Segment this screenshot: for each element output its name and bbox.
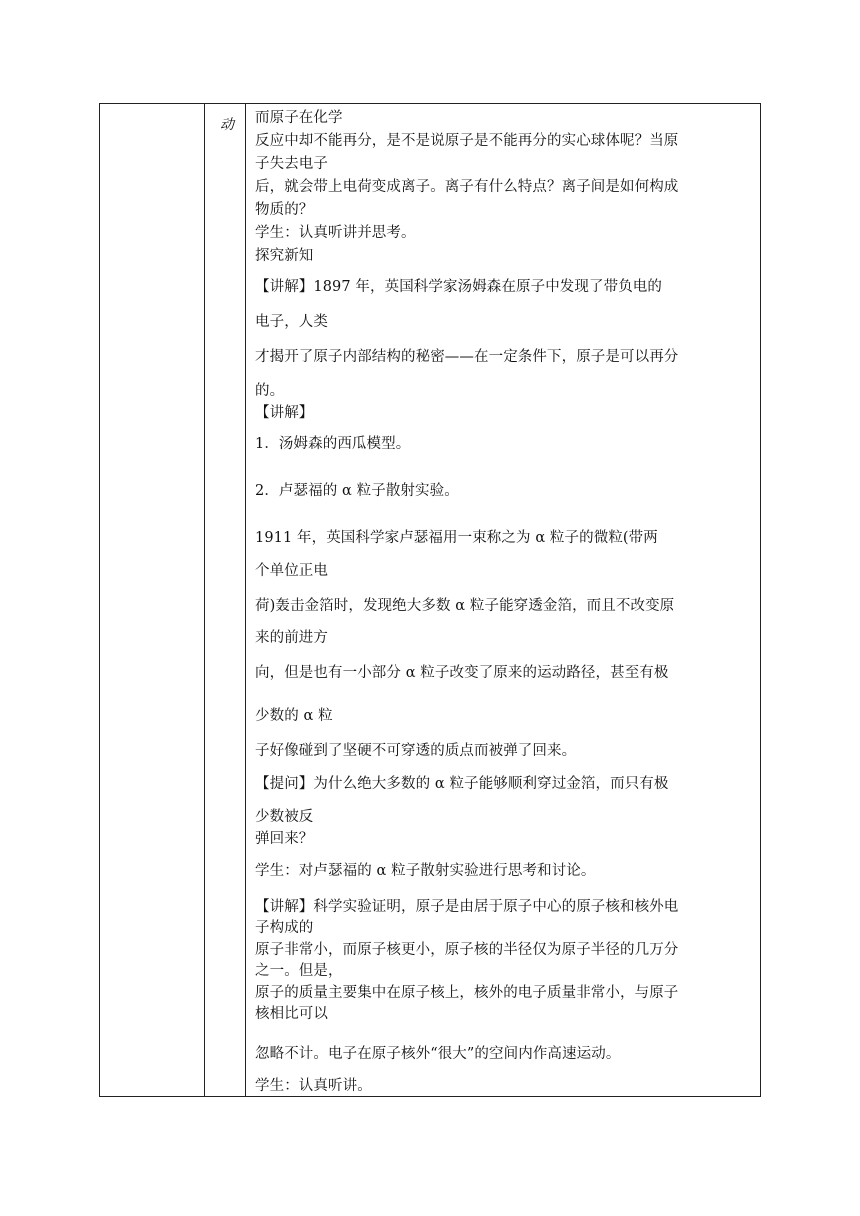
text-line: 弹回来？ (255, 831, 314, 847)
text-line: 少数的 α 粒 (255, 708, 333, 724)
text-line: 荷)轰击金箔时，发现绝大多数 α 粒子能穿透金箔，而且不改变原 (255, 598, 675, 614)
text-line: 子构成的 (255, 920, 314, 936)
text-line: 【讲解】1897 年，英国科学家汤姆森在原子中发现了带负电的 (255, 279, 663, 295)
text-line: 核相比可以 (255, 1006, 328, 1022)
text-line: 来的前进方 (255, 630, 328, 646)
text-line: 之一。但是， (255, 963, 343, 979)
text-line: 而原子在化学 (255, 110, 343, 126)
text-line: 才揭开了原子内部结构的秘密——在一定条件下，原子是可以再分 (255, 349, 679, 365)
text-line: 子失去电子 (255, 156, 328, 172)
text-line: 【讲解】 (255, 405, 314, 421)
text-line: 物质的？ (255, 202, 314, 218)
text-line: 1911 年，英国科学家卢瑟福用一束称之为 α 粒子的微粒(带两 (255, 530, 658, 546)
text-line: 少数被反 (255, 809, 314, 825)
lesson-table (99, 103, 761, 1097)
text-line: 【讲解】科学实验证明，原子是由居于原子中心的原子核和核外电 (255, 899, 679, 915)
text-line: 向，但是也有一小部分 α 粒子改变了原来的运动路径，甚至有极 (255, 665, 669, 681)
column-divider-2 (245, 104, 246, 1096)
text-line: 原子的质量主要集中在原子核上，核外的电子质量非常小，与原子 (255, 985, 679, 1001)
text-line: 原子非常小，而原子核更小，原子核的半径仅为原子半径的几万分 (255, 942, 679, 958)
text-line: 的。 (255, 383, 285, 399)
text-line: 个单位正电 (255, 563, 328, 579)
text-line: 忽略不计。电子在原子核外“很大”的空间内作高速运动。 (255, 1046, 621, 1062)
text-line: 学生：认真听讲并思考。 (255, 225, 416, 241)
text-line: 探究新知 (255, 248, 314, 264)
column-divider-1 (204, 104, 205, 1096)
text-line: 子好像碰到了坚硬不可穿透的质点而被弹了回来。 (255, 743, 577, 759)
text-line: 电子，人类 (255, 314, 328, 330)
text-line: 【提问】为什么绝大多数的 α 粒子能够顺利穿过金箔，而只有极 (255, 776, 669, 792)
text-line: 学生：认真听讲。 (255, 1078, 372, 1094)
text-line: 2．卢瑟福的 α 粒子散射实验。 (255, 483, 459, 499)
text-line: 后，就会带上电荷变成离子。离子有什么特点？离子间是如何构成 (255, 179, 679, 195)
text-line: 学生：对卢瑟福的 α 粒子散射实验进行思考和讨论。 (255, 863, 596, 879)
text-line: 1．汤姆森的西瓜模型。 (255, 436, 411, 452)
text-line: 反应中却不能再分，是不是说原子是不能再分的实心球体呢？当原 (255, 133, 679, 149)
activity-label: 动 (220, 117, 234, 133)
